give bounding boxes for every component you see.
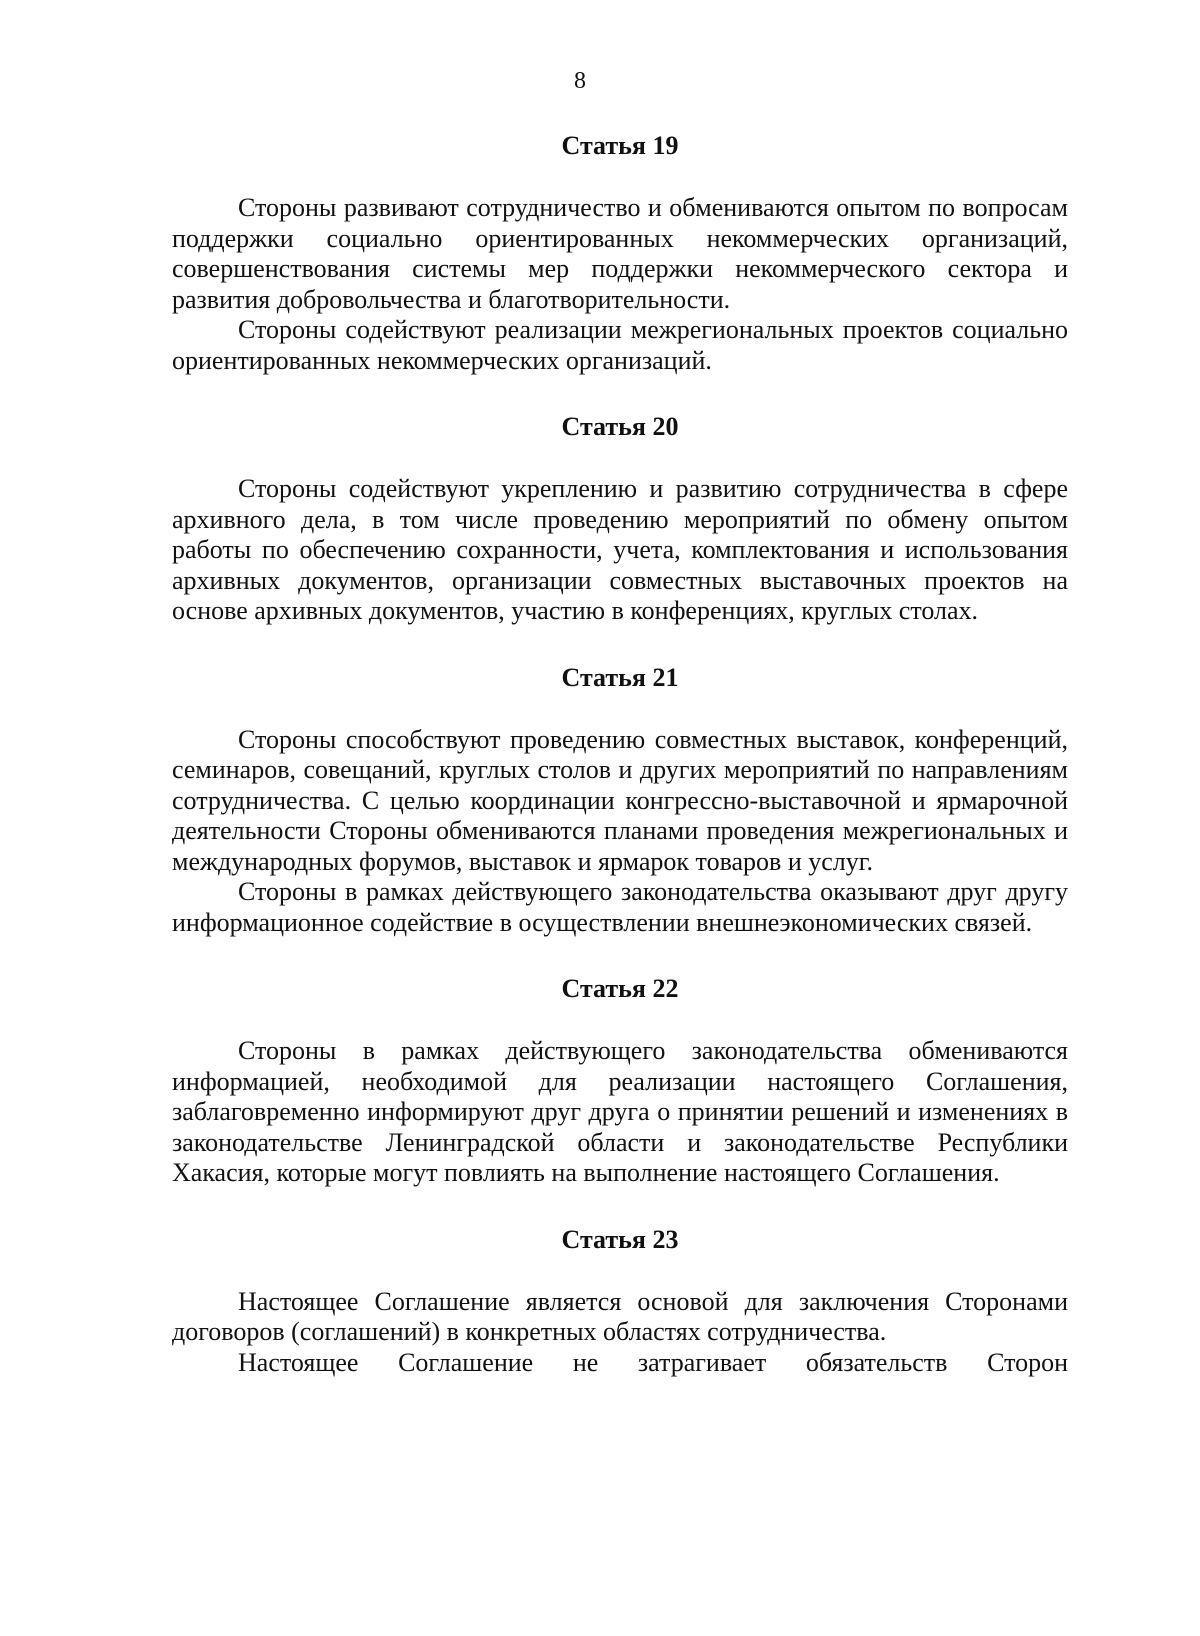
article-paragraph: Стороны способствуют проведению совместных выставок, конференций, семинаров, совещаний, круглых столов и других мероприятий по направлениям сотрудничества. С целью координации конгрессно-выставочной и ярмарочной деятельности Стороны обмениваются планами проведения межрегиональных и международных форумов, выставок и ярмарок товаров и услуг. (172, 724, 1068, 876)
article-20 (172, 411, 1068, 627)
article-paragraph: Стороны в рамках действующего законодательства оказывают друг другу информационное содействие в осуществлении внешнеэкономических связей. (172, 877, 1068, 937)
page-number: 8 (574, 68, 586, 94)
article-paragraph: Стороны развивают сотрудничество и обмениваются опытом по вопросам поддержки социально ориентированных некоммерческих организаций, совершенствования системы мер поддержки некоммерческого сектора и развития добровольчества и благотворительности. (172, 193, 1068, 314)
article-19 (172, 130, 1068, 376)
article-title: Статья 19 (561, 131, 679, 160)
article-22 (172, 973, 1068, 1189)
article-paragraph: Стороны в рамках действующего законодательства обмениваются информацией, необходимой для реализации настоящего Соглашения, заблаговременно информируют друг друга о принятии решений и изменениях в законодательстве Ленинградской области и законодательстве Республики Хакасия, которые могут повлиять на выполнение настоящего Соглашения. (172, 1036, 1068, 1187)
article-paragraph: Настоящее Соглашение является основой для заключения Сторонами договоров (соглашений) в конкретных областях сотрудничества. (172, 1286, 1068, 1346)
article-title: Статья 20 (561, 412, 679, 441)
article-paragraph: Настоящее Соглашение не затрагивает обязательств Сторон (238, 1347, 1068, 1377)
article-23 (172, 1224, 1068, 1379)
article-title: Статья 21 (561, 662, 679, 692)
article-21 (172, 662, 1068, 939)
article-title: Статья 23 (561, 1224, 679, 1254)
article-paragraph: Стороны содействуют реализации межрегиональных проектов социально ориентированных некоммерческих организаций. (172, 315, 1068, 375)
article-title: Статья 22 (561, 974, 679, 1003)
article-paragraph: Стороны содействуют укреплению и развитию сотрудничества в сфере архивного дела, в том числе проведению мероприятий по обмену опытом работы по обеспечению сохранности, учета, комплектования и использования архивных документов, организации совместных выставочных проектов на основе архивных документов, участию в конференциях, круглых столах. (172, 474, 1068, 625)
document-body (172, 130, 1068, 1378)
